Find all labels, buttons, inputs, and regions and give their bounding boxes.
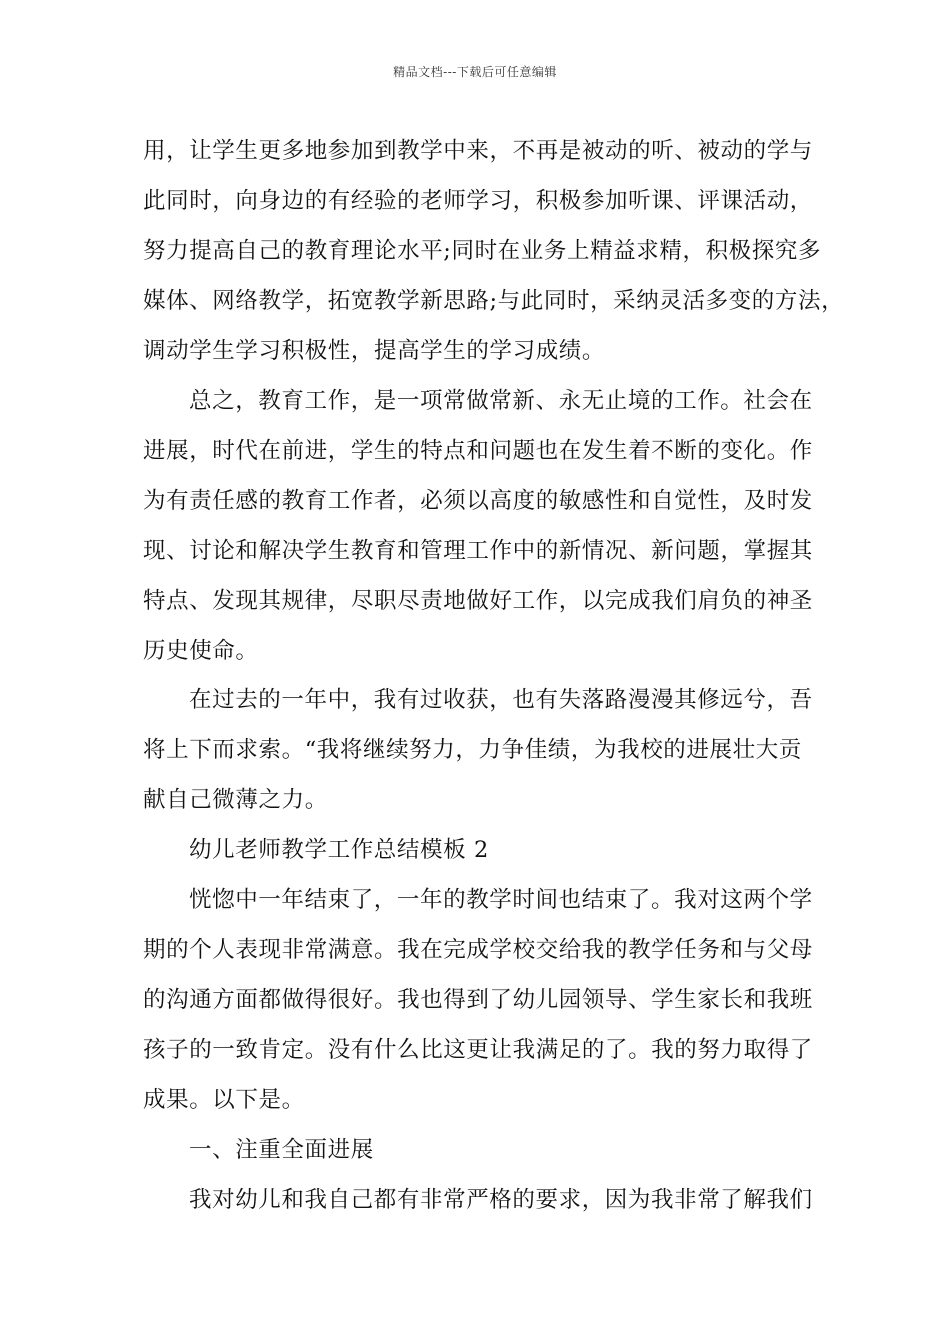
body-line: 在过去的一年中，我有过收获，也有失落路漫漫其修远兮，吾 xyxy=(189,687,813,713)
body-line: 成果。以下是。 xyxy=(143,1087,305,1113)
body-line: 期的个人表现非常满意。我在完成学校交给我的教学任务和与父母 xyxy=(143,937,813,963)
body-line: 此同时，向身边的有经验的老师学习，积极参加听课、评课活动， xyxy=(143,188,813,214)
body-line: 特点、发现其规律，尽职尽责地做好工作，以完成我们肩负的神圣 xyxy=(143,588,813,614)
body-line: 调动学生学习积极性，提高学生的学习成绩。 xyxy=(143,338,606,364)
body-line: 将上下而求索。“我将继续努力，力争佳绩，为我校的进展壮大贡 xyxy=(143,737,802,763)
body-line: 献自己微薄之力。 xyxy=(143,787,328,813)
body-line: 恍惚中一年结束了，一年的教学时间也结束了。我对这两个学 xyxy=(189,887,813,913)
body-line: 媒体、网络教学，拓宽教学新思路;与此同时，采纳灵活多变的方法， xyxy=(143,288,845,314)
body-line: 为有责任感的教育工作者，必须以高度的敏感性和自觉性，及时发 xyxy=(143,488,813,514)
body-line: 进展，时代在前进，学生的特点和问题也在发生着不断的变化。作 xyxy=(143,438,813,464)
section-title: 幼儿老师教学工作总结模板 2 xyxy=(189,837,489,863)
body-line: 我对幼儿和我自己都有非常严格的要求，因为我非常了解我们 xyxy=(189,1187,813,1213)
subsection-heading: 一、注重全面进展 xyxy=(189,1137,374,1163)
body-line: 努力提高自己的教育理论水平;同时在业务上精益求精，积极探究多 xyxy=(143,238,822,264)
body-line: 历史使命。 xyxy=(143,638,259,664)
body-line: 孩子的一致肯定。没有什么比这更让我满足的了。我的努力取得了 xyxy=(143,1037,813,1063)
page-header: 精品文档---下载后可任意编辑 xyxy=(393,65,557,79)
body-line: 现、讨论和解决学生教育和管理工作中的新情况、新问题，掌握其 xyxy=(143,538,813,564)
body-line: 总之，教育工作，是一项常做常新、永无止境的工作。社会在 xyxy=(189,388,813,414)
body-line: 用，让学生更多地参加到教学中来，不再是被动的听、被动的学与 xyxy=(143,138,813,164)
body-line: 的沟通方面都做得很好。我也得到了幼儿园领导、学生家长和我班 xyxy=(143,987,813,1013)
